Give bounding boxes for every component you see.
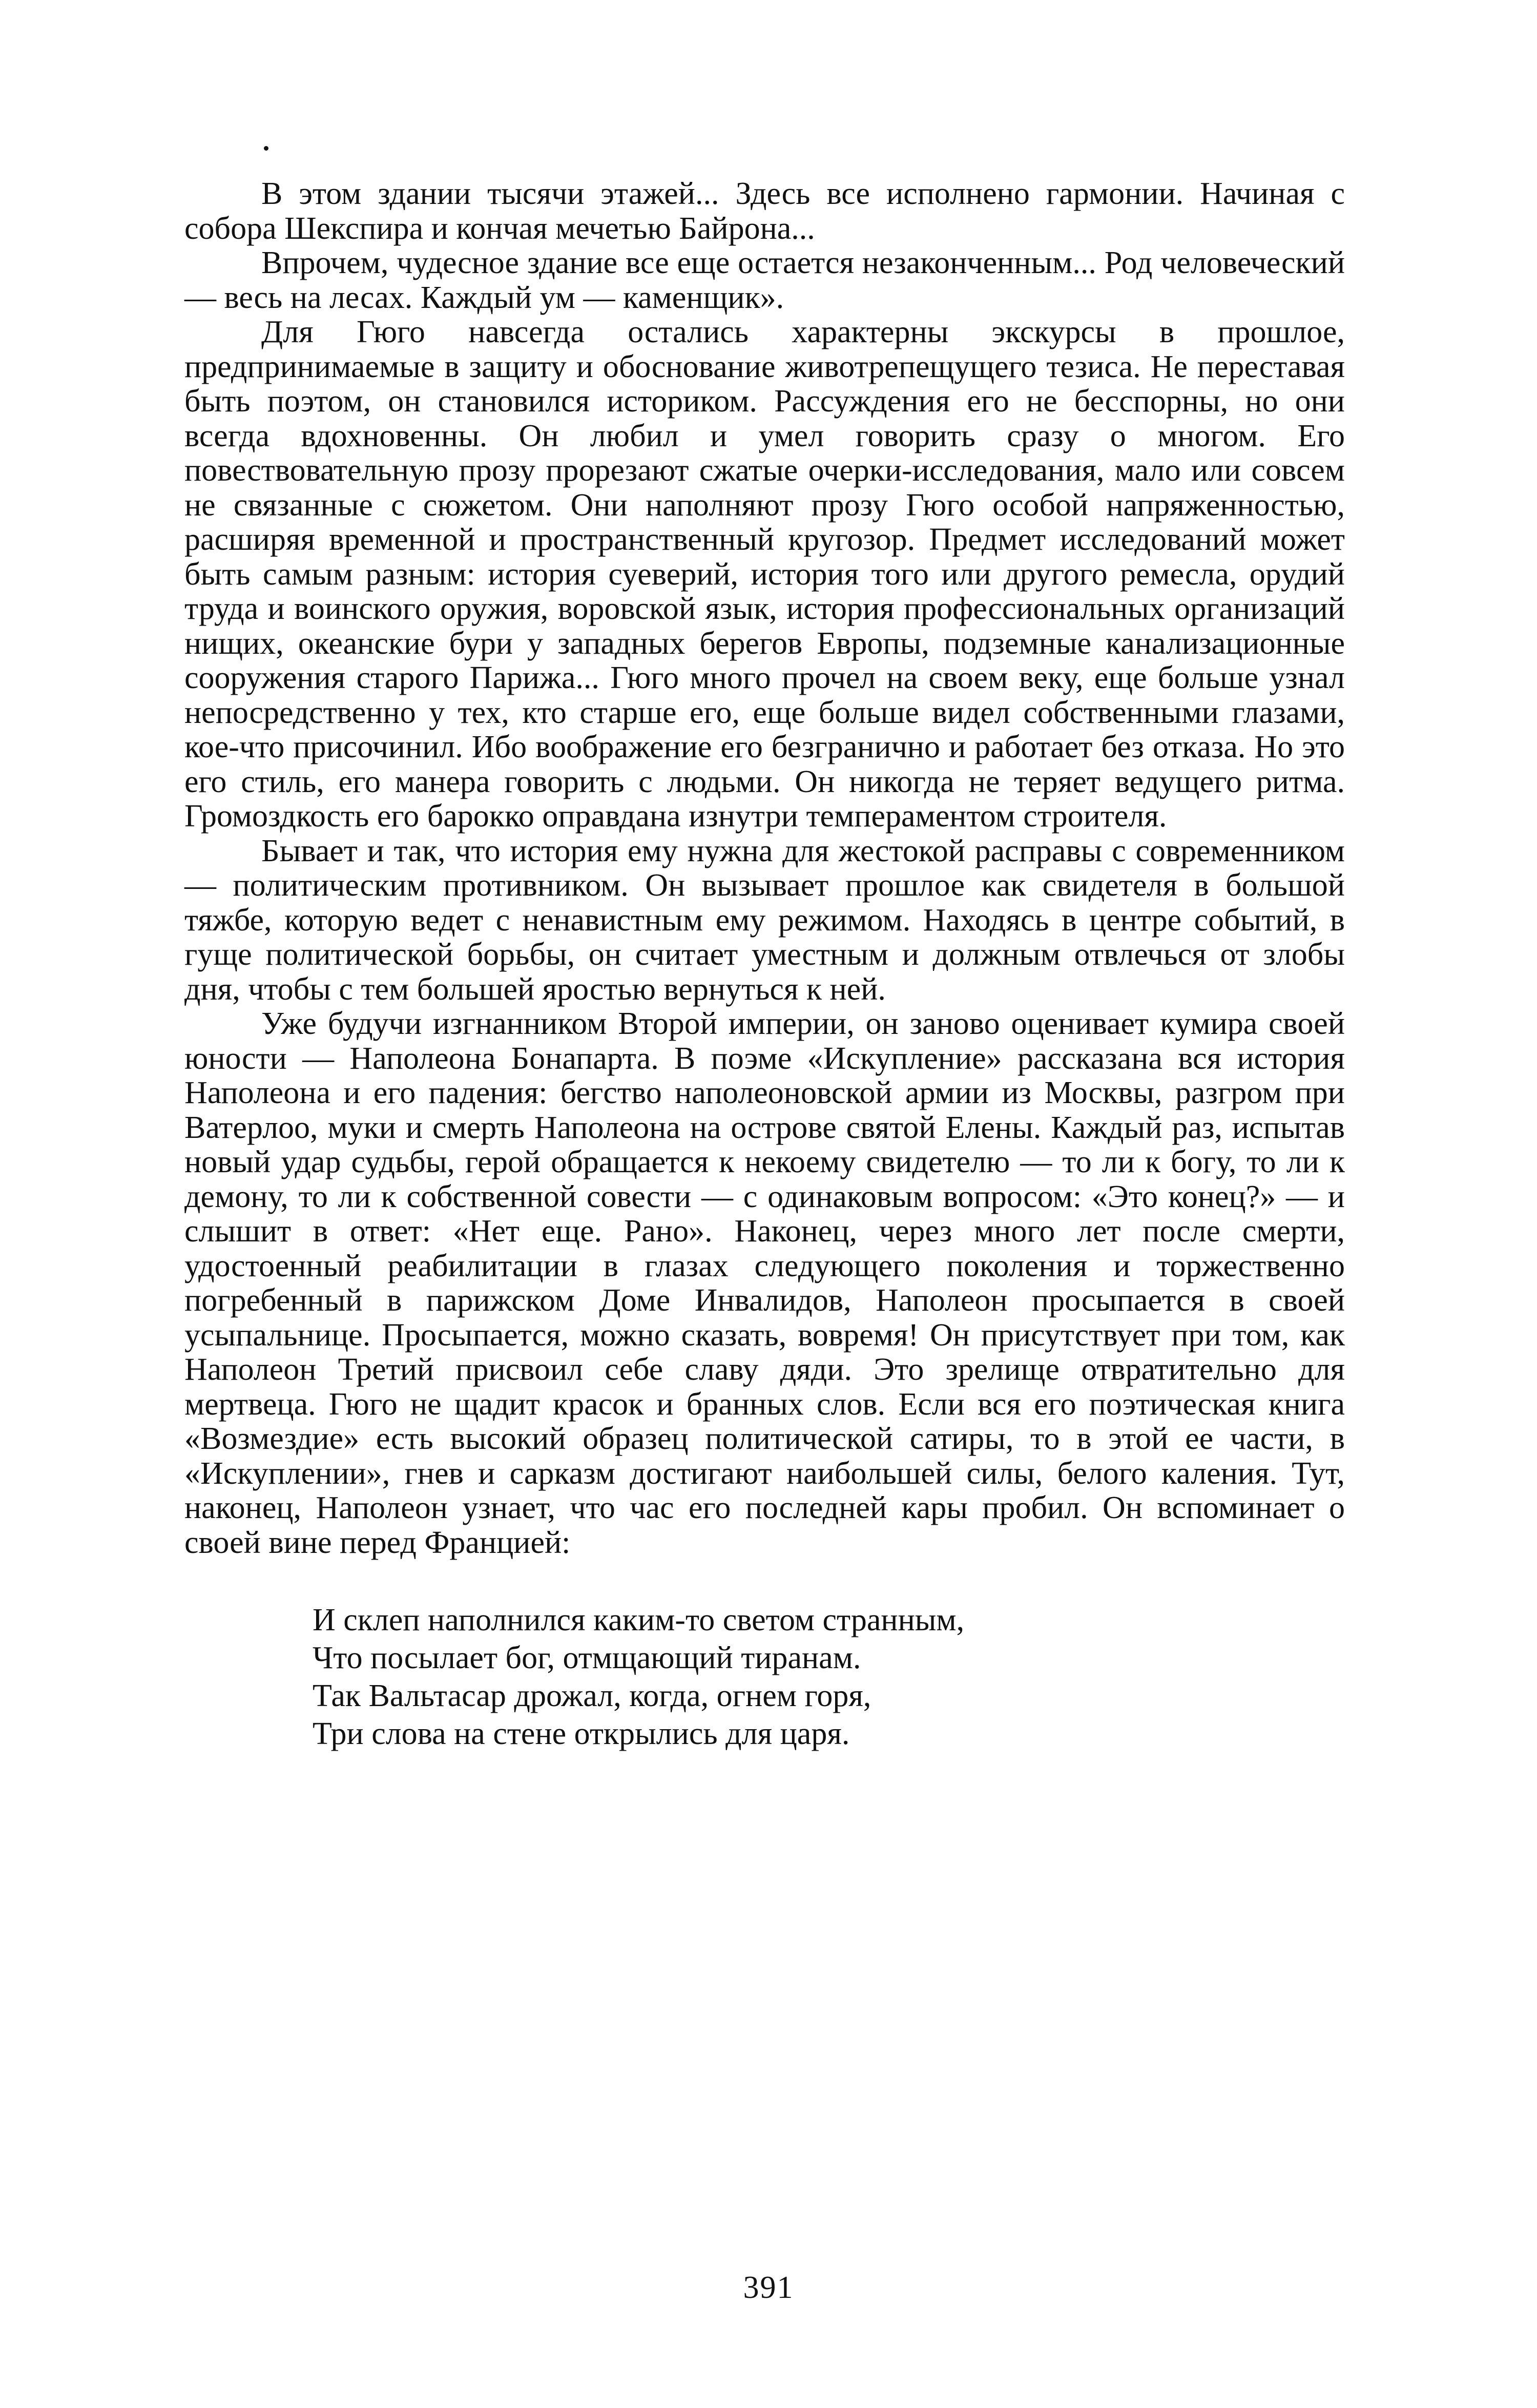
page-body bbox=[184, 177, 1345, 1753]
paragraph-5: Уже будучи изгнанником Второй империи, он заново оценивает кумира своей юности — Наполеона Бонапарта. В поэме «Искупление» рассказана вся история Наполеона и его падения: бегство наполеоновской армии из Москвы, разгром при Ватерлоо, муки и смерть Наполеона на острове святой Елены. Каждый раз, испытав новый удар судьбы, герой обращается к некоему свидетелю — то ли к богу, то ли к демону, то ли к собственной совести — с одинаковым вопросом: «Это конец?» — и слышит в ответ: «Нет еще. Рано». Наконец, через много лет после смерти, удостоенный реабилитации в глазах следующего поколения и торжественно погребенный в парижском Доме Инвалидов, Наполеон просыпается в своей усыпальнице. Просыпается, можно сказать, вовремя! Он присутствует при том, как Наполеон Третий присвоил себе славу дяди. Это зрелище отвратительно для мертвеца. Гюго не щадит красок и бранных слов. Если вся его поэтическая книга «Возмездие» есть высокий образец политической сатиры, то в этой ее части, в «Искуплении», гнев и сарказм достигают наибольшей силы, белого каления. Тут, наконец, Наполеон узнает, что час его последней кары пробил. Он вспоминает о своей вине перед Францией: bbox=[184, 1006, 1345, 1560]
verse-line-4: Три слова на стене открылись для царя. bbox=[313, 1716, 850, 1751]
verse-line-1: И склеп наполнился каким-то светом странным, bbox=[313, 1603, 965, 1637]
verse-line-2: Что посылает бог, отмщающий тиранам. bbox=[313, 1641, 861, 1675]
paragraph-4: Бывает и так, что история ему нужна для жестокой расправы с современником — политическим противником. Он вызывает прошлое как свидетеля в большой тяжбе, которую ведет с ненавистным ему режимом. Находясь в центре событий, в гуще политической борьбы, он считает уместным и должным отвлечься от злобы дня, чтобы с тем большей яростью вернуться к ней. bbox=[184, 833, 1345, 1007]
verse-line-3: Так Вальтасар дрожал, когда, огнем горя, bbox=[313, 1678, 871, 1713]
page-number: 391 bbox=[743, 2270, 794, 2305]
paragraph-3: Для Гюго навсегда остались характерны экскурсы в прошлое, предпринимаемые в защиту и обоснование животрепещущего тезиса. Не переставая быть поэтом, он становился историком. Рассуждения его не бесспорны, но они всегда вдохновенны. Он любил и умел говорить сразу о многом. Его повествовательную прозу прорезают сжатые очерки-исследования, мало или совсем не связанные с сюжетом. Они наполняют прозу Гюго особой напряженностью, расширяя временной и пространственный кругозор. Предмет исследований может быть самым разным: история суеверий, история того или другого ремесла, орудий труда и воинского оружия, воровской язык, история профессиональных организаций нищих, океанские бури у западных берегов Европы, подземные канализационные сооружения старого Парижа... Гюго много прочел на своем веку, еще больше узнал непосредственно у тех, кто старше его, еще больше видел собственными глазами, кое-что присочинил. Ибо воображение его безгранично и работает без отказа. Но это его стиль, его манера говорить с людьми. Он никогда не теряет ведущего ритма. Громоздкость его барокко оправдана изнутри темпераментом строителя. bbox=[184, 315, 1345, 834]
paragraph-2: Впрочем, чудесное здание все еще остается незаконченным... Род человеческий — весь на лесах. Каждый ум — каменщик». bbox=[184, 245, 1345, 315]
paragraph-1: В этом здании тысячи этажей... Здесь все исполнено гармонии. Начиная с собора Шекспира и кончая мечетью Байрона... bbox=[184, 176, 1345, 246]
stray-dot bbox=[264, 146, 268, 151]
verse-quote bbox=[184, 1601, 1345, 1753]
